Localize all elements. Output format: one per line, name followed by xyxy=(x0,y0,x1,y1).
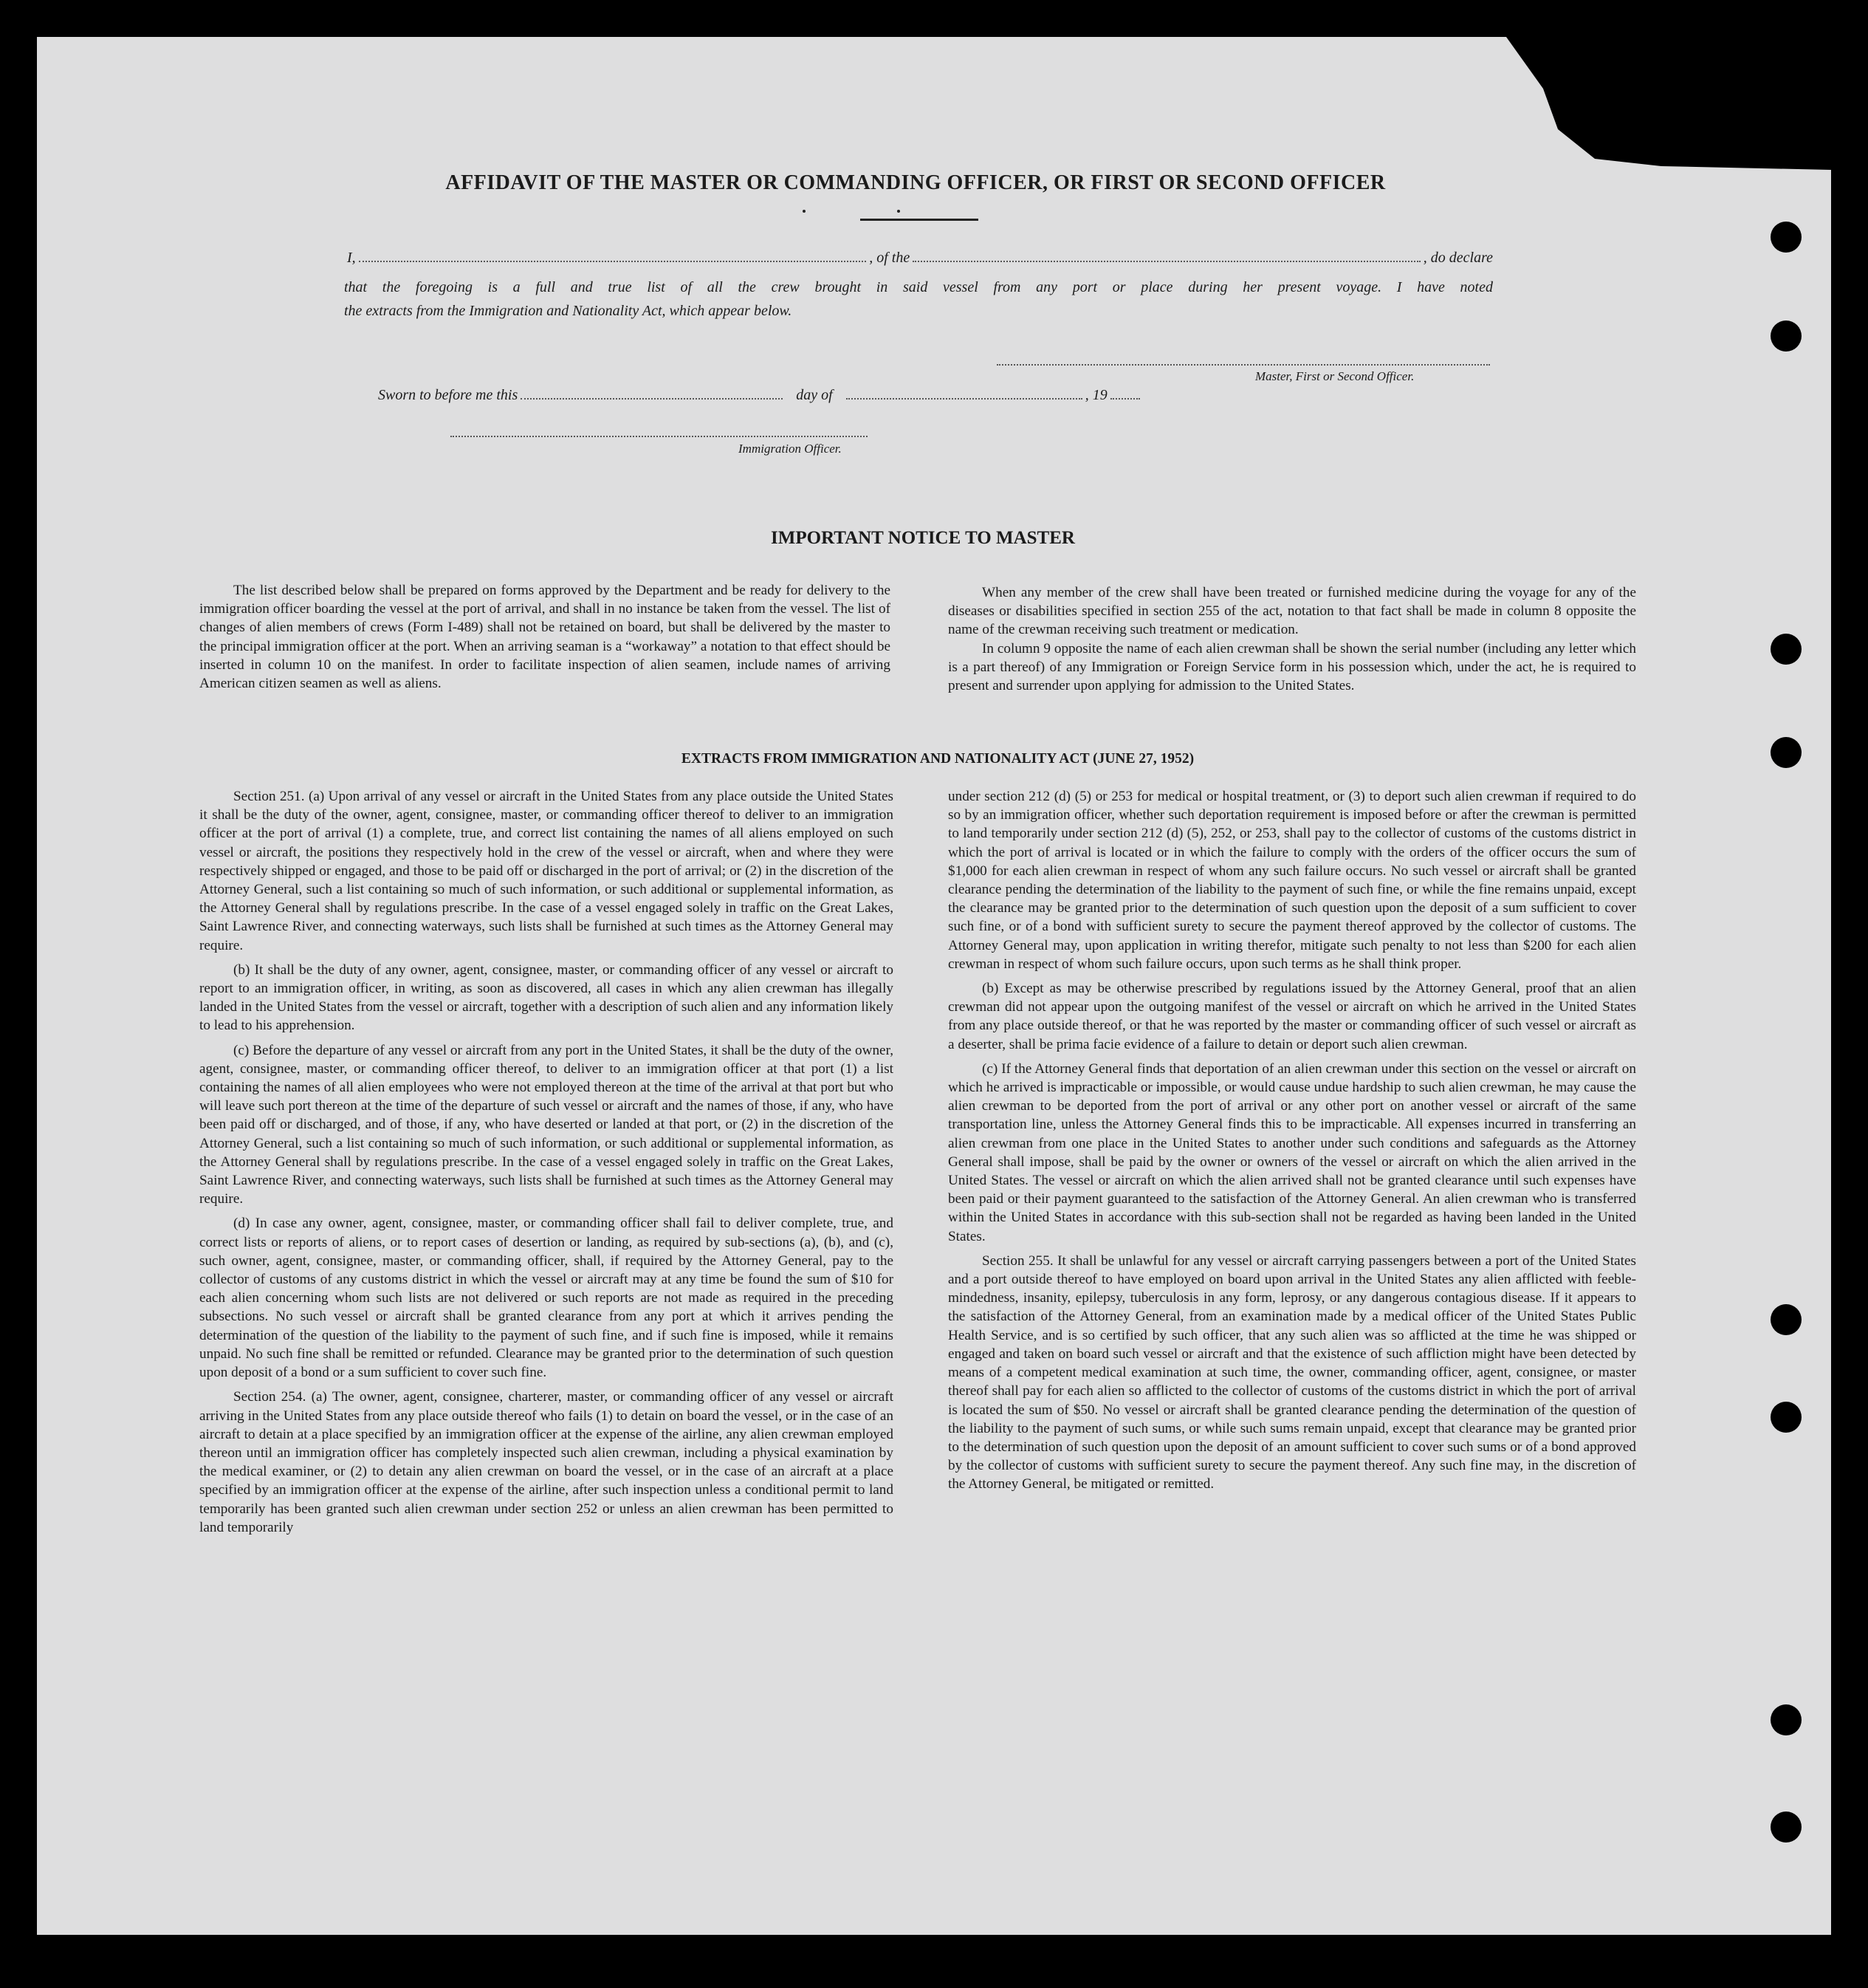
notice-paragraph: In column 9 opposite the name of each alien crewman shall be shown the serial number (including any letter which is a part thereof) of any Immigration or Foreign Service form in his possession which, under the act, he is required to present and surrender upon applying for admission to the United States. xyxy=(948,640,1636,694)
sworn-month-field[interactable] xyxy=(846,388,1082,400)
sworn-year-field[interactable] xyxy=(1110,388,1140,400)
statute-paragraph: Section 251. (a) Upon arrival of any vessel or aircraft in the United States from any place outside the United States it shall be the duty of the owner, agent, consignee, master, or commanding officer thereof to deliver to an immigration officer at the port of arrival (1) a complete, true, and correct list containing the names of all aliens employed on such vessel or aircraft, the positions they respectively hold in the crew of the vessel or aircraft, when and where they were respectively shipped or engaged, and those to be paid off or discharged in the port of arrival; or (2) in the discretion of the Attorney General, such a list containing so much of such information, or such additional or supplemental information, as the Attorney General shall by regulations prescribe. In the case of a vessel engaged solely in traffic on the Great Lakes, Saint Lawrence River, and connecting waterways, such lists shall be furnished at such times as the Attorney General may require. xyxy=(199,789,893,953)
statute-paragraph: (c) If the Attorney General finds that deportation of an alien crewman under this section on the vessel or aircraft on which he arrived is impracticable or impossible, or would cause undue hardship to such alien crewman, he may cause the alien crewman to be deported from the port of arrival or any other port on another vessel or aircraft of the same transportation line, unless the Attorney General finds this to be impracticable. All expenses incurred in transferring an alien crewman from one place in the United States to another under such conditions and safeguards as the Attorney General shall impose, shall be paid by the owner or owners of the vessel or aircraft on which the alien arrived in the United States. The vessel or aircraft on which the alien arrived shall not be granted clearance until such expenses have been paid or their payment guaranteed to the satisfaction of the Attorney General. An alien crewman who is transferred within the United States in accordance with this sub-section shall not be regarded as having been landed in the United States. xyxy=(948,1060,1636,1244)
notice-left-column xyxy=(199,581,890,693)
master-caption: Master, First or Second Officer. xyxy=(1255,369,1415,383)
master-signature-field[interactable] xyxy=(997,364,1490,366)
affidavit-title: AFFIDAVIT OF THE MASTER OR COMMANDING OFFICER, OR FIRST OR SECOND OFFICER xyxy=(445,171,1386,194)
extracts-title: EXTRACTS FROM IMMIGRATION AND NATIONALITY ACT (JUNE 27, 1952) xyxy=(681,751,1195,767)
statute-paragraph: (b) It shall be the duty of any owner, agent, consignee, master, or commanding officer of any vessel or aircraft to report to an immigration officer, in writing, as soon as discovered, all cases in which any alien crewman has illegally landed in the United States from the vessel or aircraft, together with a description of such alien and any information likely to lead to his apprehension. xyxy=(199,962,893,1034)
extracts-left-column xyxy=(199,787,893,1537)
sworn-row xyxy=(378,387,1196,404)
binder-hole xyxy=(1771,634,1802,665)
binder-hole xyxy=(1771,1812,1802,1843)
day-of-label: day of xyxy=(796,387,833,403)
binder-hole xyxy=(1771,737,1802,768)
binder-hole xyxy=(1771,222,1802,253)
sworn-label: Sworn to before me this xyxy=(378,387,518,403)
title-underline xyxy=(860,219,978,221)
i-label: I, xyxy=(347,250,356,266)
of-the-label: , of the xyxy=(869,250,910,266)
do-declare-label: , do declare xyxy=(1423,250,1493,266)
declaration-line: the extracts from the Immigration and Nationality Act, which appear below. xyxy=(344,303,792,319)
sworn-day-field[interactable] xyxy=(521,388,783,400)
statute-paragraph: Section 255. It shall be unlawful for any vessel or aircraft carrying passengers between a port of the United States and a port outside thereof to have employed on board upon arrival in the United States any alien afflicted with feeble-mindedness, insanity, epilepsy, tuberculosis in any form, leprosy, or any dangerous contagious disease. If it appears to the satisfaction of the Attorney General, from an examination made by a medical officer of the United States Public Health Service, and is so certified by such officer, that any such alien was so afflicted at the time he was shipped or engaged and taken on board such vessel or aircraft and that the existence of such affliction might have been detected by means of a competent medical examination at such time, the owner, commanding officer, agent, consignee, or master thereof shall pay for each alien so afflicted to the collector of customs of the customs district in which the port of arrival is located the sum of $50. No vessel or aircraft shall be granted clearance pending the determination of the question of the liability to the payment of such sums, or while such sums remain unpaid, except that clearance may be granted prior to the determination of such question upon the deposit of an amount sufficient to cover such sums or of a bond approved by the collector of customs with sufficient surety to secure the payment thereof. Any such fine may, in the discretion of the Attorney General, be mitigated or remitted. xyxy=(948,1252,1636,1492)
notice-title: IMPORTANT NOTICE TO MASTER xyxy=(771,528,1075,548)
binder-hole xyxy=(1771,1402,1802,1433)
statute-paragraph: (d) In case any owner, agent, consignee, master, or commanding officer shall fail to deliver complete, true, and correct lists or reports of aliens, or to report cases of desertion or landing, as required by sub-sections (a), (b), and (c), such owner, agent, consignee, master, or commanding officer, shall, if required by the Attorney General, pay to the collector of customs of any customs district in which the vessel or aircraft may at any time be found the sum of $10 for each alien concerning whom such lists are not delivered or such reports are not made as required in the preceding subsections. No such vessel or aircraft shall be granted clearance from any port at which it arrives pending the determination of the question of the liability to the payment of such fine, and if such fine is imposed, while it remains unpaid. No such fine shall be remitted or refunded. Clearance may be granted prior to the determination of such question upon deposit of a bond or a sum sufficient to cover such fine. xyxy=(199,1216,893,1381)
ornament-dot xyxy=(897,210,900,213)
declaration-line: that the foregoing is a full and true list of all the crew brought in said vessel from any port or place during her present voyage. I have noted xyxy=(344,279,1493,295)
ornament-dot xyxy=(803,210,806,213)
notice-right-column xyxy=(948,583,1636,695)
statute-paragraph: Section 254. (a) The owner, agent, consignee, charterer, master, or commanding officer of any vessel or aircraft arriving in the United States from any place outside thereof who fails (1) to detain on board the vessel, or in the case of an aircraft to detain at a place specified by an immigration officer at the expense of the airline, any alien crewman employed thereon until an immigration officer has completely inspected such alien crewman, including a physical examination by the medical examiner, or (2) to detain any alien crewman on board the vessel, or in the case of an aircraft at a place specified by an immigration officer at the expense of the airline, after such inspection unless a conditional permit to land temporarily has been granted such alien crewman under section 252 or unless an alien crewman has been permitted to land temporarily xyxy=(199,1389,893,1535)
statute-paragraph: under section 212 (d) (5) or 253 for medical or hospital treatment, or (3) to deport such alien crewman if required to do so by an immigration officer, whether such deportation requirement is imposed before or after the crewman is permitted to land temporarily under section 212 (d) (5), 252, or 253, shall pay to the collector of customs of the customs district in which the port of arrival is located or in which the failure to comply with the orders of the officer occurs the sum of $1,000 for each alien crewman in respect of whom any such failure occurs. No such vessel or aircraft shall be granted clearance pending the determination of the liability to the payment of such fine, or while the fine remains unpaid, except the clearance may be granted prior to the determination of such question upon the deposit of a sum sufficient to cover such fine, or of a bond with sufficient surety to secure the payment thereof approved by the collector of customs. The Attorney General may, upon application in writing therefor, mitigate such penalty to not less than $200 for each alien crewman in respect of whom such failure occurs, upon such terms as he shall think proper. xyxy=(948,789,1636,972)
binder-hole xyxy=(1771,321,1802,352)
statute-paragraph: (c) Before the departure of any vessel or aircraft from any port in the United States, it shall be the duty of the owner, agent, consignee, master, or commanding officer thereof, to deliver to an immigration officer at that port (1) a list containing the names of all alien employees who were not employed thereon at the time of the arrival at that port but who will leave such port thereon at the time of the departure of such vessel or aircraft and the names of those, if any, who have been paid off or discharged, and of those, if any, who have deserted or landed at that port, or (2) in the discretion of the Attorney General, such a list containing so much of such information, or such additional or supplemental information, as the Attorney General shall by regulations prescribe. In the case of a vessel engaged solely in traffic on the Great Lakes, Saint Lawrence River, and connecting waterways, such lists shall be furnished at such times as the Attorney General may require. xyxy=(199,1042,893,1207)
statute-paragraph: (b) Except as may be otherwise prescribed by regulations issued by the Attorney General, proof that an alien crewman did not appear upon the outgoing manifest of the vessel or aircraft on which he arrived in the United States from any place outside thereof, or that he was reported by the master or commanding officer of such vessel or aircraft as a deserter, shall be prima facie evidence of a failure to detain or deport such alien crewman. xyxy=(948,981,1636,1052)
immigration-officer-caption: Immigration Officer. xyxy=(738,442,842,456)
extracts-right-column xyxy=(948,787,1636,1494)
notice-paragraph: The list described below shall be prepared on forms approved by the Department and be ready for delivery to the immigration officer boarding the vessel at the port of arrival, and shall in no instance be taken from the vessel. The list of changes of alien members of crews (Form I-489) shall not be retained on board, but shall be delivered by the master to the principal immigration officer at the port. When an arriving seaman is a “workaway” a notation to that effect should be inserted in column 10 on the manifest. In order to facilitate inspection of alien seamen, include names of arriving American citizen seamen as well as aliens. xyxy=(199,583,890,692)
binder-hole xyxy=(1771,1304,1802,1335)
declarant-name-field[interactable] xyxy=(359,250,867,262)
immigration-officer-signature-field[interactable] xyxy=(450,436,868,437)
declarant-row xyxy=(347,250,1493,267)
vessel-name-field[interactable] xyxy=(913,250,1421,262)
year-label: , 19 xyxy=(1085,387,1108,403)
notice-paragraph: When any member of the crew shall have been treated or furnished medicine during the voyage for any of the diseases or disabilities specified in section 255 of the act, notation to that fact shall be made in column 8 opposite the name of the crewman receiving such treatment or medication. xyxy=(948,585,1636,638)
binder-hole xyxy=(1771,1704,1802,1735)
